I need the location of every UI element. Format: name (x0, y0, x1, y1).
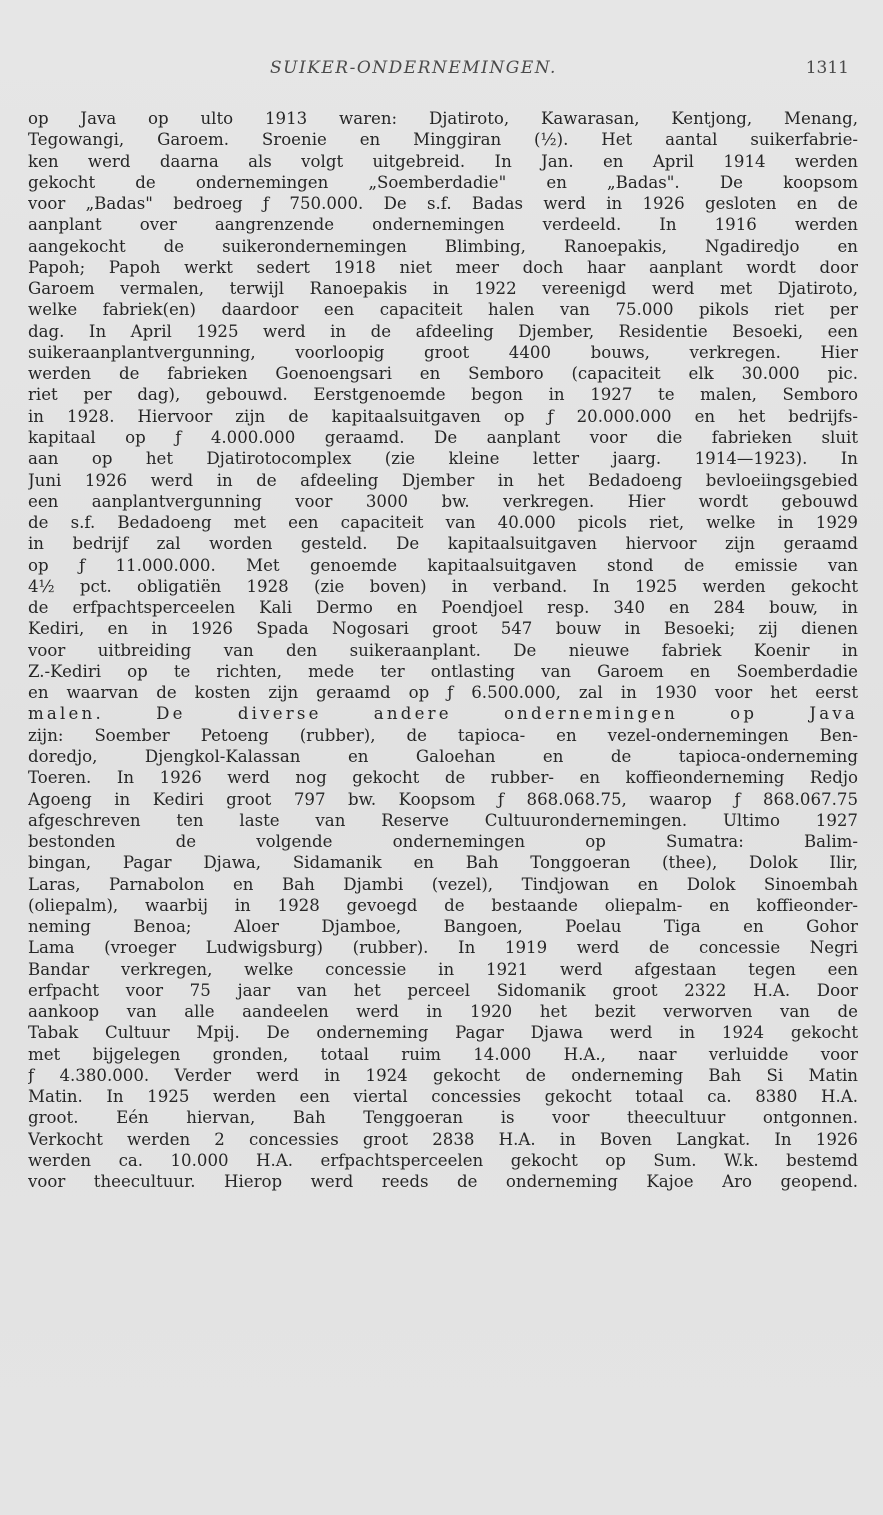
text-line: Tabak Cultuur Mpij. De onderneming Pagar Djawa werd in 1924 gekocht (28, 1023, 858, 1043)
text-line: ƒ 4.380.000. Verder werd in 1924 gekocht de onderneming Bah Si Matin (28, 1065, 858, 1085)
text-line: voor „Badas" bedroeg ƒ 750.000. De s.f. Badas werd in 1926 gesloten en de (28, 194, 858, 214)
text-line: 4½ pct. obligatiën 1928 (zie boven) in verband. In 1925 werden gekocht (28, 576, 858, 596)
text-line: voor theecultuur. Hierop werd reeds de onderneming Kajoe Aro geopend. (28, 1172, 858, 1192)
text-line: zijn: Soember Petoeng (rubber), de tapioca- en vezel-ondernemingen Ben- (28, 725, 858, 745)
text-line: Tegowangi, Garoem. Sroenie en Minggiran (½). Het aantal suikerfabrie- (28, 130, 858, 150)
text-line: (oliepalm), waarbij in 1928 gevoegd de bestaande oliepalm- en koffieonder- (28, 895, 858, 915)
text-line (28, 1193, 858, 1214)
text-line: in bedrijf zal worden gesteld. De kapitaalsuitgaven hiervoor zijn geraamd (28, 534, 858, 554)
text-line: aangekocht de suikerondernemingen Blimbing, Ranoepakis, Ngadiredjo en (28, 236, 858, 256)
text-line: Juni 1926 werd in de afdeeling Djember in het Bedadoeng bevloeiingsgebied (28, 470, 858, 490)
text-line: Bandar verkregen, welke concessie in 1921 werd afgestaan tegen een (28, 959, 858, 979)
text-line: in 1928. Hiervoor zijn de kapitaalsuitgaven op ƒ 20.000.000 en het bedrijfs- (28, 406, 858, 426)
text-line: met bijgelegen gronden, totaal ruim 14.000 H.A., naar verluidde voor (28, 1044, 858, 1064)
page-number: 1311 (805, 58, 849, 78)
text-line: Garoem vermalen, terwijl Ranoepakis in 1922 vereenigd werd met Djatiroto, (28, 279, 858, 299)
text-line: malen. De diverse andere ondernemingen op Java (28, 704, 858, 724)
text-line: afgeschreven ten laste van Reserve Cultuurondernemingen. Ultimo 1927 (28, 810, 858, 830)
text-line: aanplant over aangrenzende ondernemingen verdeeld. In 1916 werden (28, 215, 858, 235)
text-line: op Java op ulto 1913 waren: Djatiroto, Kawarasan, Kentjong, Menang, (28, 109, 858, 128)
text-line: een aanplantvergunning voor 3000 bw. verkregen. Hier wordt gebouwd (28, 491, 858, 511)
text-line: Agoeng in Kediri groot 797 bw. Koopsom ƒ 868.068.75, waarop ƒ 868.067.75 (28, 789, 858, 809)
text-line: riet per dag), gebouwd. Eerstgenoemde begon in 1927 te malen, Semboro (28, 385, 858, 405)
text-line: aankoop van alle aandeelen werd in 1920 het bezit verworven van de (28, 1002, 858, 1022)
text-line: Z.-Kediri op te richten, mede ter ontlasting van Garoem en Soemberdadie (28, 661, 858, 681)
text-line: kapitaal op ƒ 4.000.000 geraamd. De aanplant voor die fabrieken sluit (28, 427, 858, 447)
text-line: Laras, Parnabolon en Bah Djambi (vezel), Tindjowan en Dolok Sinoembah (28, 874, 858, 894)
text-line: Lama (vroeger Ludwigsburg) (rubber). In 1919 werd de concessie Negri (28, 938, 858, 958)
text-line: doredjo, Djengkol-Kalassan en Galoehan en de tapioca-onderneming (28, 746, 858, 766)
text-line: de s.f. Bedadoeng met een capaciteit van 40.000 picols riet, welke in 1929 (28, 513, 858, 533)
text-line: voor uitbreiding van den suikeraanplant. De nieuwe fabriek Koenir in (28, 640, 858, 660)
running-title: SUIKER-ONDERNEMINGEN. (270, 58, 557, 78)
text-line: werden de fabrieken Goenoengsari en Semboro (capaciteit elk 30.000 pic. (28, 364, 858, 384)
text-line: groot. Eén hiervan, Bah Tenggoeran is voor theecultuur ontgonnen. (28, 1108, 858, 1128)
text-line: neming Benoa; Aloer Djamboe, Bangoen, Poelau Tiga en Gohor (28, 917, 858, 937)
text-line: dag. In April 1925 werd in de afdeeling Djember, Residentie Besoeki, een (28, 321, 858, 341)
text-line: op ƒ 11.000.000. Met genoemde kapitaalsuitgaven stond de emissie van (28, 555, 858, 575)
text-line: Matin. In 1925 werden een viertal concessies gekocht totaal ca. 8380 H.A. (28, 1087, 858, 1107)
text-line: Toeren. In 1926 werd nog gekocht de rubber- en koffieonderneming Redjo (28, 768, 858, 788)
text-line: bingan, Pagar Djawa, Sidamanik en Bah Tonggoeran (thee), Dolok Ilir, (28, 853, 858, 873)
running-head (0, 58, 883, 88)
text-line: bestonden de volgende ondernemingen op Sumatra: Balim- (28, 832, 858, 852)
text-line: erfpacht voor 75 jaar van het perceel Sidomanik groot 2322 H.A. Door (28, 980, 858, 1000)
text-line: de erfpachtsperceelen Kali Dermo en Poendjoel resp. 340 en 284 bouw, in (28, 598, 858, 618)
text-line: aan op het Djatirotocomplex (zie kleine letter jaarg. 1914—1923). In (28, 449, 858, 469)
text-line: Verkocht werden 2 concessies groot 2838 H.A. in Boven Langkat. In 1926 (28, 1129, 858, 1149)
text-line: Kediri, en in 1926 Spada Nogosari groot 547 bouw in Besoeki; zij dienen (28, 619, 858, 639)
text-line: gekocht de ondernemingen „Soemberdadie" en „Badas". De koopsom (28, 172, 858, 192)
text-line: suikeraanplantvergunning, voorloopig groot 4400 bouws, verkregen. Hier (28, 342, 858, 362)
text-line: en waarvan de kosten zijn geraamd op ƒ 6.500.000, zal in 1930 voor het eerst (28, 683, 858, 703)
body-text (28, 108, 858, 1214)
text-line: werden ca. 10.000 H.A. erfpachtsperceelen gekocht op Sum. W.k. bestemd (28, 1151, 858, 1171)
text-line: welke fabriek(en) daardoor een capaciteit halen van 75.000 pikols riet per (28, 300, 858, 320)
text-line: ken werd daarna als volgt uitgebreid. In Jan. en April 1914 werden (28, 151, 858, 171)
text-line: Papoh; Papoh werkt sedert 1918 niet meer doch haar aanplant wordt door (28, 257, 858, 277)
